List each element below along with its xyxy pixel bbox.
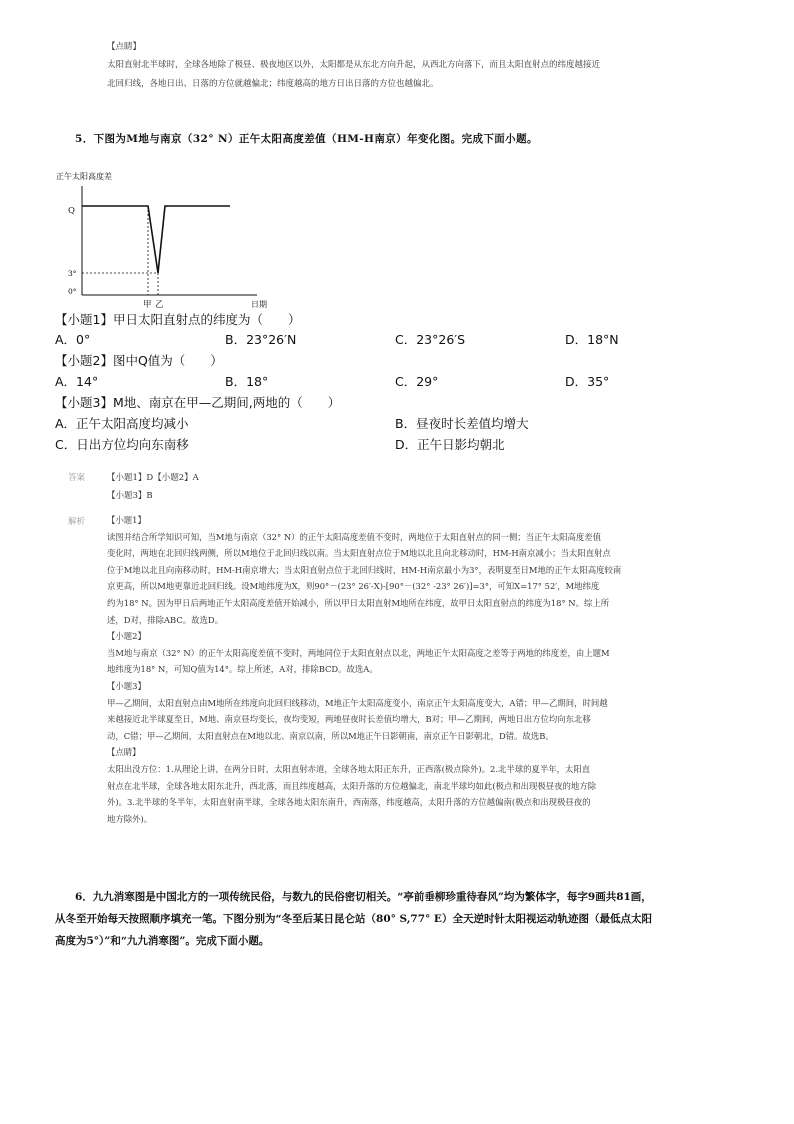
analysis-line: 位于M地以北且向南移动时，HM-H南京增大；当太阳直射点位于北回归线时，HM-H南京最小为3°，表明夏至日M地的正午太阳高度较南 (107, 564, 622, 575)
chart-y-tick-q: Q (68, 206, 75, 216)
question-6-line: 从冬至开始每天按照顺序填充一笔。下图分别为“冬至后某日昆仑站（80° S,77° E）全天逆时针太阳视运动轨迹图（最低点太阳 (55, 913, 652, 925)
sub-question-2-option-a[interactable]: A．14° (55, 374, 99, 389)
chart-x-axis-label: 日期 (251, 300, 267, 309)
prev-hint-line-2: 北回归线，各地日出、日落的方位就越偏北；纬度越高的地方日出日落的方位也越偏北。 (107, 79, 439, 89)
answer-line-1: 【小题1】D【小题2】A (107, 473, 199, 483)
analysis-line: 太阳出没方位：1.从理论上讲，在两分日时，太阳直射赤道，全球各地太阳正东升，正西落(极点除外)。2.北半球的夏半年，太阳直 (107, 763, 591, 774)
analysis-line: 外)。3.北半球的冬半年，太阳直射南半球，全球各地太阳东南升，西南落，纬度越高，太阳升落的方位越偏南(极点和出现极昼夜的 (107, 797, 591, 808)
analysis-line: 当M地与南京（32° N）的正午太阳高度差值不变时，两地同位于太阳直射点以北，两地正午太阳高度之差等于两地的纬度差，由上题M (107, 647, 610, 658)
sub-question-2-option-b[interactable]: B．18° (225, 374, 269, 389)
sub-question-3-option-a[interactable]: A．正午太阳高度均减小 (55, 416, 189, 431)
sub-question-2-option-c[interactable]: C．29° (395, 374, 439, 389)
sub-question-1-option-c[interactable]: C．23°26′S (395, 332, 466, 347)
sub-question-1-option-b[interactable]: B．23°26′N (225, 332, 297, 347)
noon-sun-altitude-difference-chart (52, 166, 292, 312)
analysis-line: 【小题3】 (107, 680, 146, 691)
sub-question-1-option-d[interactable]: D．18°N (565, 332, 619, 347)
analysis-text (107, 512, 727, 827)
sub-question-3-option-b[interactable]: B．昼夜时长差值均增大 (395, 416, 529, 431)
analysis-line: 【小题1】 (107, 515, 146, 525)
sub-question-2-option-d[interactable]: D．35° (565, 374, 610, 389)
analysis-line: 京更高，所以M地更靠近北回归线。设M地纬度为X，则90°－(23° 26′-X)-[90°－(32° -23° 26′)]=3°，可知X=17° 52′，M地纬度 (107, 581, 600, 592)
analysis-label: 解析 (68, 517, 86, 527)
chart-series-line (82, 206, 230, 273)
sub-question-1-stem: 【小题1】甲日太阳直射点的纬度为（ ） (55, 312, 301, 327)
chart-y-tick-3: 3° (68, 269, 77, 278)
analysis-line: 动，C错；甲—乙期间，太阳直射点在M地以北、南京以南，所以M地正午日影朝南，南京正午日影朝北，D错。故选B。 (107, 730, 554, 741)
chart-y-axis-label: 正午太阳高度差 (56, 172, 112, 181)
answer-line-2: 【小题3】B (107, 491, 153, 501)
sub-question-3-stem: 【小题3】M地、南京在甲—乙期间,两地的（ ） (55, 395, 341, 410)
analysis-line: 读图并结合所学知识可知，当M地与南京（32° N）的正午太阳高度差值不变时，两地位于太阳直射点的同一侧；当正午太阳高度差值 (107, 531, 602, 542)
analysis-line: 地方除外)。 (107, 813, 153, 824)
sub-question-3-option-c[interactable]: C．日出方位均向东南移 (55, 437, 189, 452)
analysis-line: 述，D对，排除ABC。故选D。 (107, 614, 223, 625)
analysis-line: 约为18° N。因为甲日后两地正午太阳高度差值开始减小，所以甲日太阳直射M地所在纬度，故甲日太阳直射点的纬度为18° N。综上所 (107, 597, 610, 608)
chart-x-tick-yi: 乙 (155, 300, 164, 310)
analysis-line: 射点在北半球，全球各地太阳东北升，西北落，而且纬度越高，太阳升落的方位越偏北，南北半球均如此(极点和出现极昼夜的地方除 (107, 780, 597, 791)
analysis-line: 地纬度为18° N，可知Q值为14°。综上所述，A对，排除BCD。故选A。 (107, 664, 378, 675)
question-5-title: 5．下图为M地与南京（32° N）正午太阳高度差值（HM-H南京）年变化图。完成下面小题。 (75, 133, 538, 145)
analysis-line: 变化时，两地在北回归线两侧，所以M地位于北回归线以南。当太阳直射点位于M地以北且向北移动时，HM-H南京减小；当太阳直射点 (107, 548, 611, 559)
question-6-line: 高度为5°）”和“九九消寒图”。完成下面小题。 (55, 935, 270, 947)
analysis-line: 【点睛】 (107, 747, 141, 758)
analysis-line: 【小题2】 (107, 631, 146, 642)
chart-y-tick-0: 0° (68, 287, 77, 296)
sub-question-1-option-a[interactable]: A．0° (55, 332, 91, 347)
sub-question-3-option-d[interactable]: D．正午日影均朝北 (395, 437, 505, 452)
analysis-line: 甲—乙期间，太阳直射点由M地所在纬度向北回归线移动，M地正午太阳高度变小，南京正午太阳高度变大，A错；甲—乙期间，时间越 (107, 697, 608, 708)
analysis-line: 来越接近北半球夏至日，M地、南京昼均变长，夜均变短，两地昼夜时长差值均增大，B对；甲—乙期间，两地日出方位均向东北移 (107, 714, 591, 725)
prev-hint-label: 【点睛】 (107, 42, 142, 52)
question-6-line: 6．九九消寒图是中国北方的一项传统民俗，与数九的民俗密切相关。“亭前垂柳珍重待春风”均为繁体字，每字9画共81画， (75, 891, 652, 903)
question-6-text (55, 886, 745, 952)
prev-hint-line-1: 太阳直射北半球时，全球各地除了极昼、极夜地区以外，太阳都是从东北方向升起，从西北方向落下，而且太阳直射点的纬度越接近 (107, 60, 601, 70)
sub-question-2-stem: 【小题2】图中Q值为（ ） (55, 353, 223, 368)
chart-x-tick-jia: 甲 (143, 300, 152, 310)
answer-label: 答案 (68, 473, 86, 483)
